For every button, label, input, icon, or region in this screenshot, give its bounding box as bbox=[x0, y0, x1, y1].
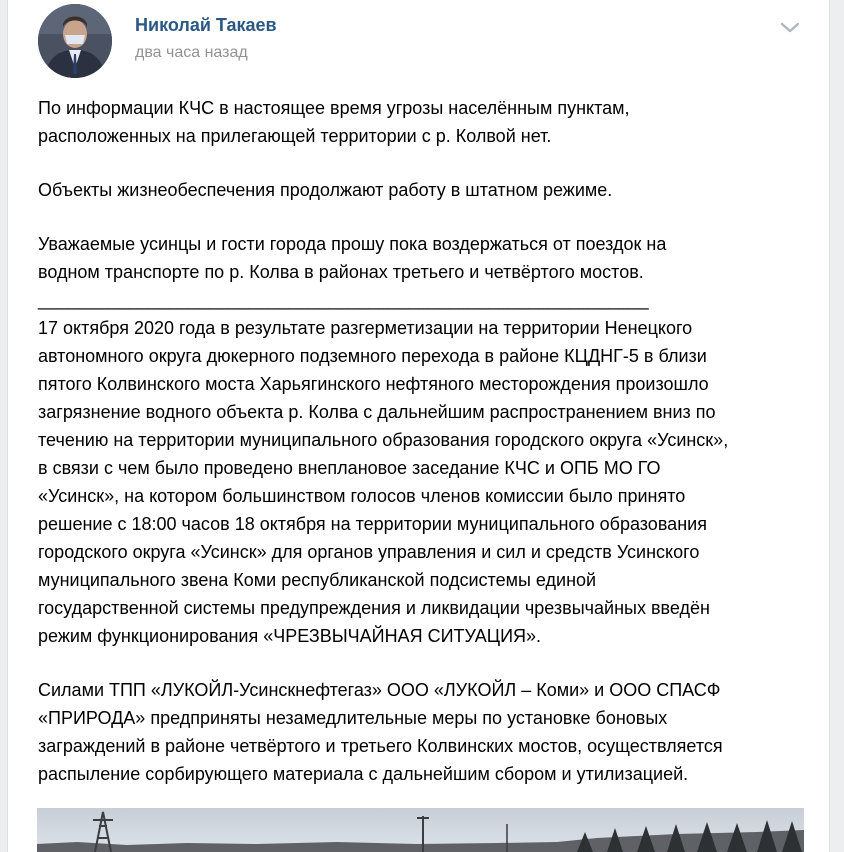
text-line: Силами ТПП «ЛУКОЙЛ-Усинскнефтегаз» ООО «ЛУКОЙЛ – Коми» и ООО СПАСФ bbox=[38, 680, 721, 700]
text-line: автономного округа дюкерного подземного перехода в районе КЦДНГ-5 в близи bbox=[38, 346, 707, 366]
text-line: решение с 18:00 часов 18 октября на территории муниципального образования bbox=[38, 514, 707, 534]
text-line: «Усинск», на котором большинством голосов членов комиссии было принято bbox=[38, 486, 686, 506]
paragraph-2 bbox=[38, 176, 818, 204]
text-line: городского округа «Усинск» для органов управления и сил и средств Усинского bbox=[38, 542, 700, 562]
post-text bbox=[38, 94, 818, 788]
author-name[interactable]: Николай Такаев bbox=[135, 15, 277, 35]
text-line: в связи с чем было проведено внеплановое заседание КЧС и ОПБ МО ГО bbox=[38, 458, 661, 478]
text-line: режим функционирования «ЧРЕЗВЫЧАЙНАЯ СИТУАЦИЯ». bbox=[38, 626, 542, 646]
text-line: пятого Колвинского моста Харьягинского нефтяного месторождения произошло bbox=[38, 374, 709, 394]
text-line: заграждений в районе четвёртого и третьего Колвинских мостов, осуществляется bbox=[38, 736, 723, 756]
text-line: Уважаемые усинцы и гости города прошу пока воздержаться от поездок на bbox=[38, 234, 667, 254]
text-line: водном транспорте по р. Колва в районах третьего и четвёртого мостов. bbox=[38, 262, 644, 282]
text-line: муниципального звена Коми республиканской подсистемы единой bbox=[38, 570, 597, 590]
text-line: загрязнение водного объекта р. Колва с дальнейшим распространением вниз по bbox=[38, 402, 716, 422]
separator-line: _____________________________________________________________ bbox=[38, 290, 649, 310]
landscape-photo bbox=[37, 808, 804, 852]
text-line: распыление сорбирующего материала с дальнейшим сбором и утилизацией. bbox=[38, 764, 689, 784]
chevron-down-icon bbox=[780, 22, 800, 34]
paragraph-4 bbox=[38, 676, 818, 788]
text-line: «ПРИРОДА» предприняты незамедлительные меры по установке боновых bbox=[38, 708, 668, 728]
person-avatar-icon bbox=[38, 4, 112, 78]
post-menu-button[interactable] bbox=[776, 14, 804, 42]
text-line: государственной системы предупреждения и ликвидации чрезвычайных введён bbox=[38, 598, 710, 618]
paragraph-3 bbox=[38, 230, 818, 650]
avatar[interactable] bbox=[38, 4, 112, 78]
post-photo[interactable] bbox=[37, 808, 804, 852]
post-card bbox=[7, 0, 830, 852]
text-line: расположенных на прилегающей территории с р. Колвой нет. bbox=[38, 126, 552, 146]
text-line: 17 октября 2020 года в результате разгерметизации на территории Ненецкого bbox=[38, 318, 693, 338]
post-time[interactable]: два часа назад bbox=[135, 44, 248, 61]
text-line: течению на территории муниципального образования городского округа «Усинск», bbox=[38, 430, 729, 450]
text-line: Объекты жизнеобеспечения продолжают работу в штатном режиме. bbox=[38, 180, 613, 200]
text-line: По информации КЧС в настоящее время угрозы населённым пунктам, bbox=[38, 98, 630, 118]
paragraph-1 bbox=[38, 94, 818, 150]
